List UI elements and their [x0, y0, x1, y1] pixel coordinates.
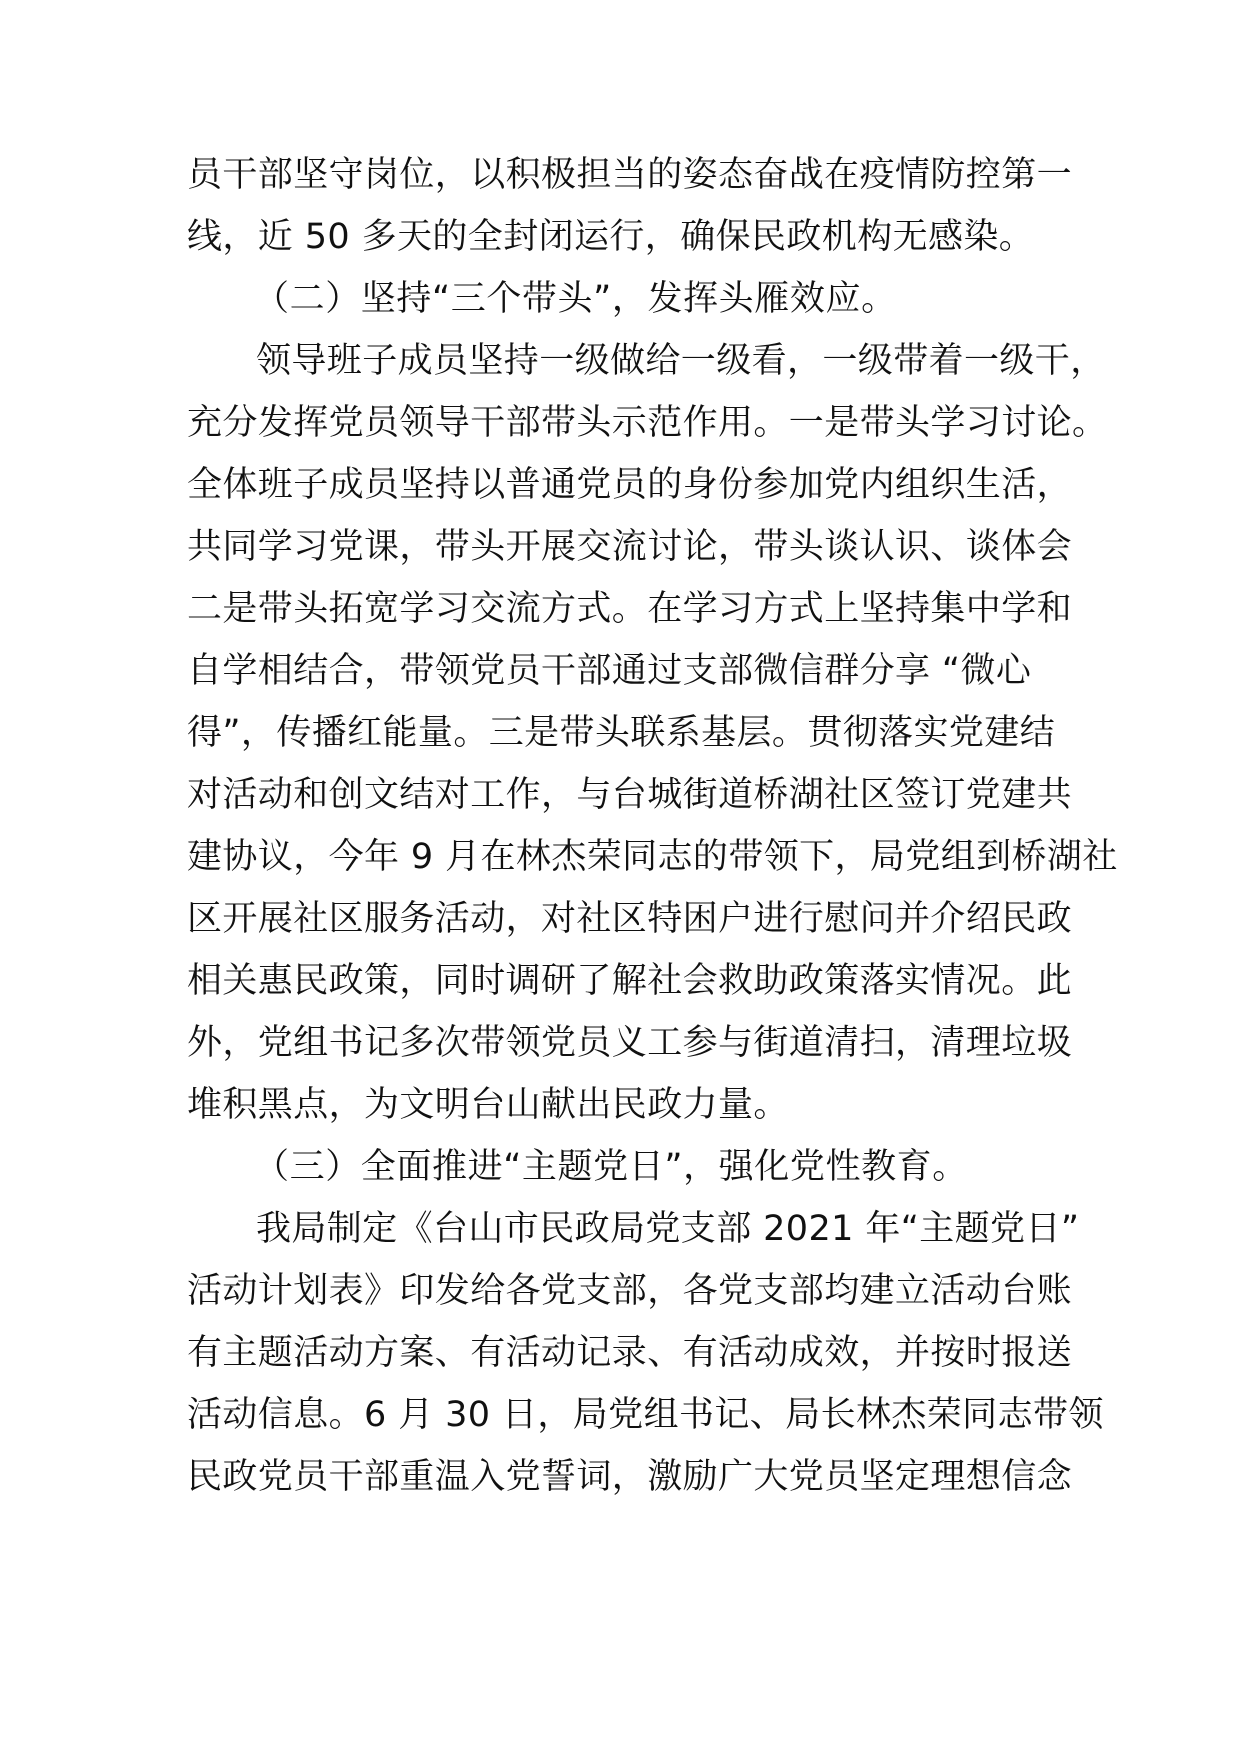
- body-text-line: 线，近 50 多天的全封闭运行，确保民政机构无感染。: [187, 217, 1035, 257]
- body-text-line: 对活动和创文结对工作，与台城街道桥湖社区签订党建共: [187, 775, 1073, 815]
- body-text-line: 充分发挥党员领导干部带头示范作用。一是带头学习讨论。: [187, 403, 1108, 443]
- body-text-line: 我局制定《台山市民政局党支部 2021 年“主题党日”: [256, 1209, 1080, 1249]
- body-text-line: 相关惠民政策，同时调研了解社会救助政策落实情况。此: [187, 961, 1073, 1001]
- body-text-line: 区开展社区服务活动，对社区特困户进行慰问并介绍民政: [187, 899, 1073, 939]
- section-heading: （二）坚持“三个带头”，发挥头雁效应。: [254, 279, 897, 319]
- body-text-line: 活动信息。6 月 30 日，局党组书记、局长林杰荣同志带领: [187, 1395, 1104, 1435]
- body-text-line: 民政党员干部重温入党誓词，激励广大党员坚定理想信念: [187, 1457, 1073, 1497]
- body-text-line: 有主题活动方案、有活动记录、有活动成效，并按时报送: [187, 1333, 1073, 1373]
- body-text-line: 领导班子成员坚持一级做给一级看，一级带着一级干，: [256, 341, 1106, 381]
- body-text-line: 堆积黑点，为文明台山献出民政力量。: [187, 1085, 789, 1125]
- body-text-line: 二是带头拓宽学习交流方式。在学习方式上坚持集中学和: [187, 589, 1073, 629]
- body-text-line: 全体班子成员坚持以普通党员的身份参加党内组织生活，: [187, 465, 1073, 505]
- body-text-line: 员干部坚守岗位，以积极担当的姿态奋战在疫情防控第一: [187, 155, 1073, 195]
- body-text-line: 外，党组书记多次带领党员义工参与街道清扫，清理垃圾: [187, 1023, 1073, 1063]
- body-text-line: 活动计划表》印发给各党支部，各党支部均建立活动台账: [187, 1271, 1073, 1311]
- section-heading: （三）全面推进“主题党日”，强化党性教育。: [254, 1147, 968, 1187]
- body-text-line: 共同学习党课，带头开展交流讨论，带头谈认识、谈体会: [187, 527, 1073, 567]
- body-text-line: 自学相结合，带领党员干部通过支部微信群分享 “微心: [187, 651, 1032, 691]
- body-text-line: 建协议，今年 9 月在林杰荣同志的带领下，局党组到桥湖社: [187, 837, 1118, 877]
- body-text-line: 得”，传播红能量。三是带头联系基层。贯彻落实党建结: [187, 713, 1056, 753]
